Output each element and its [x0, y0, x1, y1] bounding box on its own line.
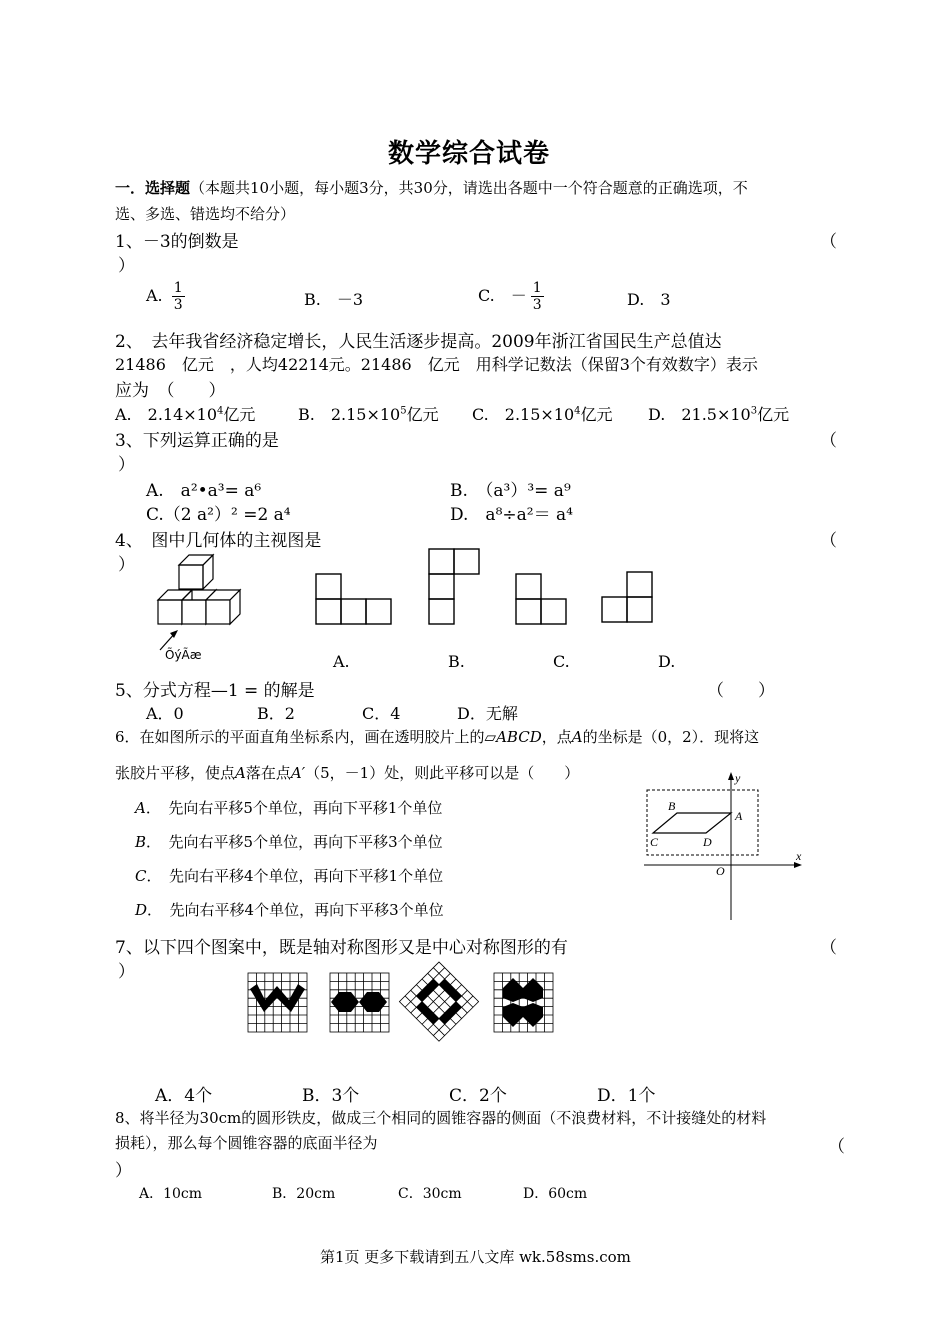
q8-paren-close: ） — [115, 1161, 132, 1181]
q4-option-c: C. — [553, 652, 570, 671]
q1-option-c: C. － $\frac{1}{3}$ — [478, 280, 542, 313]
point-b-label: B — [668, 799, 676, 813]
q7-stem: 7、以下四个图案中，既是轴对称图形又是中心对称图形的有 — [115, 938, 568, 958]
q7-pattern-3 — [397, 960, 481, 1044]
section-desc-2: 选、多选、错选均不给分） — [115, 205, 296, 223]
q6-option-d: D． 先向右平移4个单位，再向下平移3个单位 — [135, 901, 444, 919]
q2-option-d: D. $21.5\times 10^3$亿元 — [648, 405, 790, 424]
q7-option-a: A．4个 — [155, 1086, 213, 1106]
q1-paren-open: （ — [820, 232, 837, 252]
q2-option-a: A. $2.14\times 10^4$亿元 — [115, 405, 256, 424]
point-c-label: C — [650, 835, 659, 849]
y-axis-label: y — [735, 771, 741, 785]
q6-option-c: C． 先向右平移4个单位，再向下平移1个单位 — [135, 867, 444, 885]
q4-option-a: A. — [333, 652, 350, 671]
q6-option-a: A． 先向右平移5个单位，再向下平移1个单位 — [135, 799, 443, 817]
q4-paren-open: （ — [820, 531, 837, 551]
q5-stem: 5、分式方程—1 = 的解是 — [115, 681, 315, 701]
q6-line-2: 张胶片平移，使点A落在点A′（5，－1）处，则此平移可以是（ ） — [115, 764, 580, 782]
origin-label: O — [716, 864, 725, 878]
q8-option-a: A．10cm — [139, 1186, 203, 1202]
x-axis-label: x — [796, 849, 802, 863]
section-heading — [115, 177, 748, 198]
q4-option-d: D. — [658, 652, 676, 671]
q3-option-c: C.（2 a²）² =2 a⁴ — [146, 505, 291, 525]
q1-stem: 1、－3的倒数是 — [115, 232, 239, 252]
q2-line-1: 2、 去年我省经济稳定增长，人民生活逐步提高。2009年浙江省国民生产总值达 — [115, 332, 722, 352]
q4-view-a — [314, 572, 394, 627]
q3-paren-open: （ — [820, 431, 837, 451]
q7-pattern-4 — [493, 972, 555, 1034]
q4-view-b — [427, 547, 482, 627]
q4-arrow-label: ÕýÃæ — [165, 648, 202, 662]
point-a-label: A — [735, 809, 743, 823]
q7-pattern-2 — [329, 972, 391, 1034]
q2-option-c: C. $2.15\times 10^4$亿元 — [472, 405, 613, 424]
section-desc-1: （本题共10小题，每小题3分，共30分，请选出各题中一个符合题意的正确选项，不 — [190, 179, 748, 197]
q4-stem: 4、 图中几何体的主视图是 — [115, 531, 322, 551]
page-title: 数学综合试卷 — [388, 139, 551, 169]
q7-pattern-1 — [247, 972, 309, 1034]
q7-option-d: D．1个 — [597, 1086, 656, 1106]
q8-option-d: D．60cm — [523, 1186, 588, 1202]
q1-option-a: A. $\frac{1}{3}$ — [146, 280, 183, 313]
q2-option-b: B. $2.15\times 10^5$亿元 — [298, 405, 439, 424]
q1-a-fraction: $\frac{1}{3}$ — [173, 280, 183, 313]
q5-paren: （ ） — [707, 681, 775, 701]
q7-paren-close: ） — [118, 962, 135, 982]
q2-line-2: 21486 亿元 ，人均42214元。21486 亿元 用科学记数法（保留3个有效数字）表示 — [115, 355, 758, 374]
page-footer: 第1页 更多下载请到五八文库 wk.58sms.com — [320, 1248, 631, 1266]
q3-option-b: B. （a³）³= a⁹ — [450, 481, 571, 501]
section-label: 一．选择题 — [115, 179, 191, 197]
q8-paren-open: （ — [828, 1137, 845, 1157]
q3-paren-close: ） — [118, 455, 135, 475]
q8-option-c: C．30cm — [398, 1186, 462, 1202]
q4-cube-figure — [150, 552, 250, 662]
point-d-label: D — [703, 835, 712, 849]
q5-option-b: B．2 — [257, 704, 295, 723]
q5-option-d: D．无解 — [457, 704, 518, 723]
q6-coordinate-figure — [640, 772, 810, 922]
q4-view-d — [600, 570, 655, 625]
q7-option-b: B．3个 — [302, 1086, 360, 1106]
q6-option-b: B． 先向右平移5个单位，再向下平移3个单位 — [135, 833, 443, 851]
q4-view-c — [514, 572, 569, 627]
q5-option-a: A．0 — [146, 704, 184, 723]
q3-stem: 3、下列运算正确的是 — [115, 431, 279, 451]
q7-option-c: C．2个 — [449, 1086, 507, 1106]
q7-paren-open: （ — [820, 938, 837, 958]
q8-line-2: 损耗），那么每个圆锥容器的底面半径为 — [115, 1134, 378, 1152]
q2-line-3: 应为 （ ） — [115, 381, 226, 401]
q5-option-c: C．4 — [362, 704, 401, 723]
q4-option-b: B. — [448, 652, 465, 671]
q6-line-1: 6．在如图所示的平面直角坐标系内，画在透明胶片上的▱ABCD，点A的坐标是（0，2）．现将这 — [115, 728, 760, 746]
q3-option-a: A. a²•a³= a⁶ — [146, 481, 262, 501]
q3-option-d: D. a⁸÷a²＝ a⁴ — [450, 505, 573, 525]
q1-c-fraction: $\frac{1}{3}$ — [532, 280, 542, 313]
q8-line-1: 8、将半径为30cm的圆形铁皮，做成三个相同的圆锥容器的侧面（不浪费材料，不计接缝处的材料 — [115, 1109, 767, 1127]
q1-option-b: B. －3 — [304, 290, 364, 309]
q1-option-d: D. 3 — [627, 290, 671, 309]
q1-paren-close: ） — [118, 256, 135, 276]
q8-option-b: B．20cm — [272, 1186, 336, 1202]
q4-paren-close: ） — [118, 555, 135, 575]
